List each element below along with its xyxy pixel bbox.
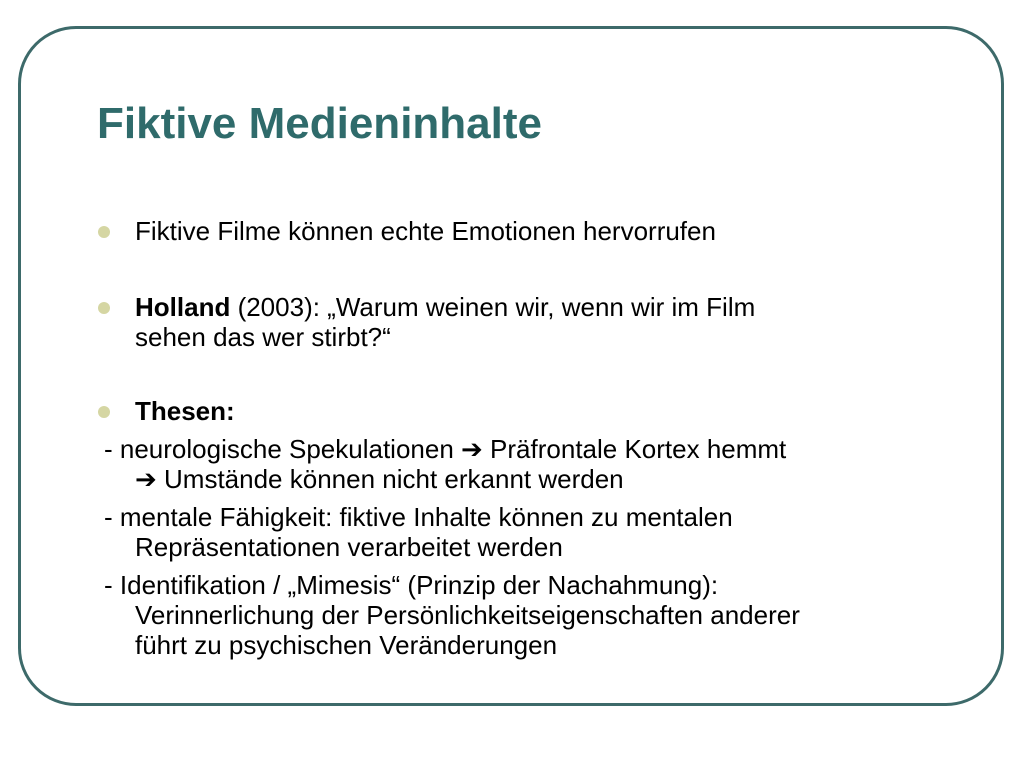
thesis-identification-line2: Verinnerlichung der Persönlichkeitseigenschaften anderer (135, 600, 800, 630)
holland-quote-line2: sehen das wer stirbt?“ (135, 322, 391, 352)
thesis-neurological-text-cont: Präfrontale Kortex hemmt (482, 434, 787, 464)
thesis-mental-line1: - mentale Fähigkeit: fiktive Inhalte können zu mentalen (104, 502, 733, 532)
theses-heading: Thesen: (135, 396, 235, 426)
arrow-right-icon: ➔ (135, 464, 157, 494)
arrow-right-icon: ➔ (461, 434, 483, 464)
thesis-identification-line1: - Identifikation / „Mimesis“ (Prinzip der Nachahmung): (104, 570, 719, 600)
bullet-marker (98, 406, 110, 418)
bullet-text-holland (135, 292, 755, 322)
thesis-neurological-result: Umstände können nicht erkannt werden (156, 464, 624, 494)
bullet-text-emotions: Fiktive Filme können echte Emotionen hervorrufen (135, 216, 716, 246)
thesis-neurological-text: - neurologische Spekulationen (104, 434, 462, 464)
thesis-mental-line2: Repräsentationen verarbeitet werden (135, 532, 563, 562)
holland-quote-line1: (2003): „Warum weinen wir, wenn wir im Film (230, 292, 756, 322)
bullet-marker (98, 302, 110, 314)
author-name: Holland (135, 292, 231, 322)
slide-title: Fiktive Medieninhalte (97, 99, 542, 148)
bullet-marker (98, 226, 110, 238)
thesis-neurological-line1 (104, 434, 786, 464)
thesis-neurological-line2 (135, 464, 624, 494)
thesis-identification-line3: führt zu psychischen Veränderungen (135, 630, 558, 660)
